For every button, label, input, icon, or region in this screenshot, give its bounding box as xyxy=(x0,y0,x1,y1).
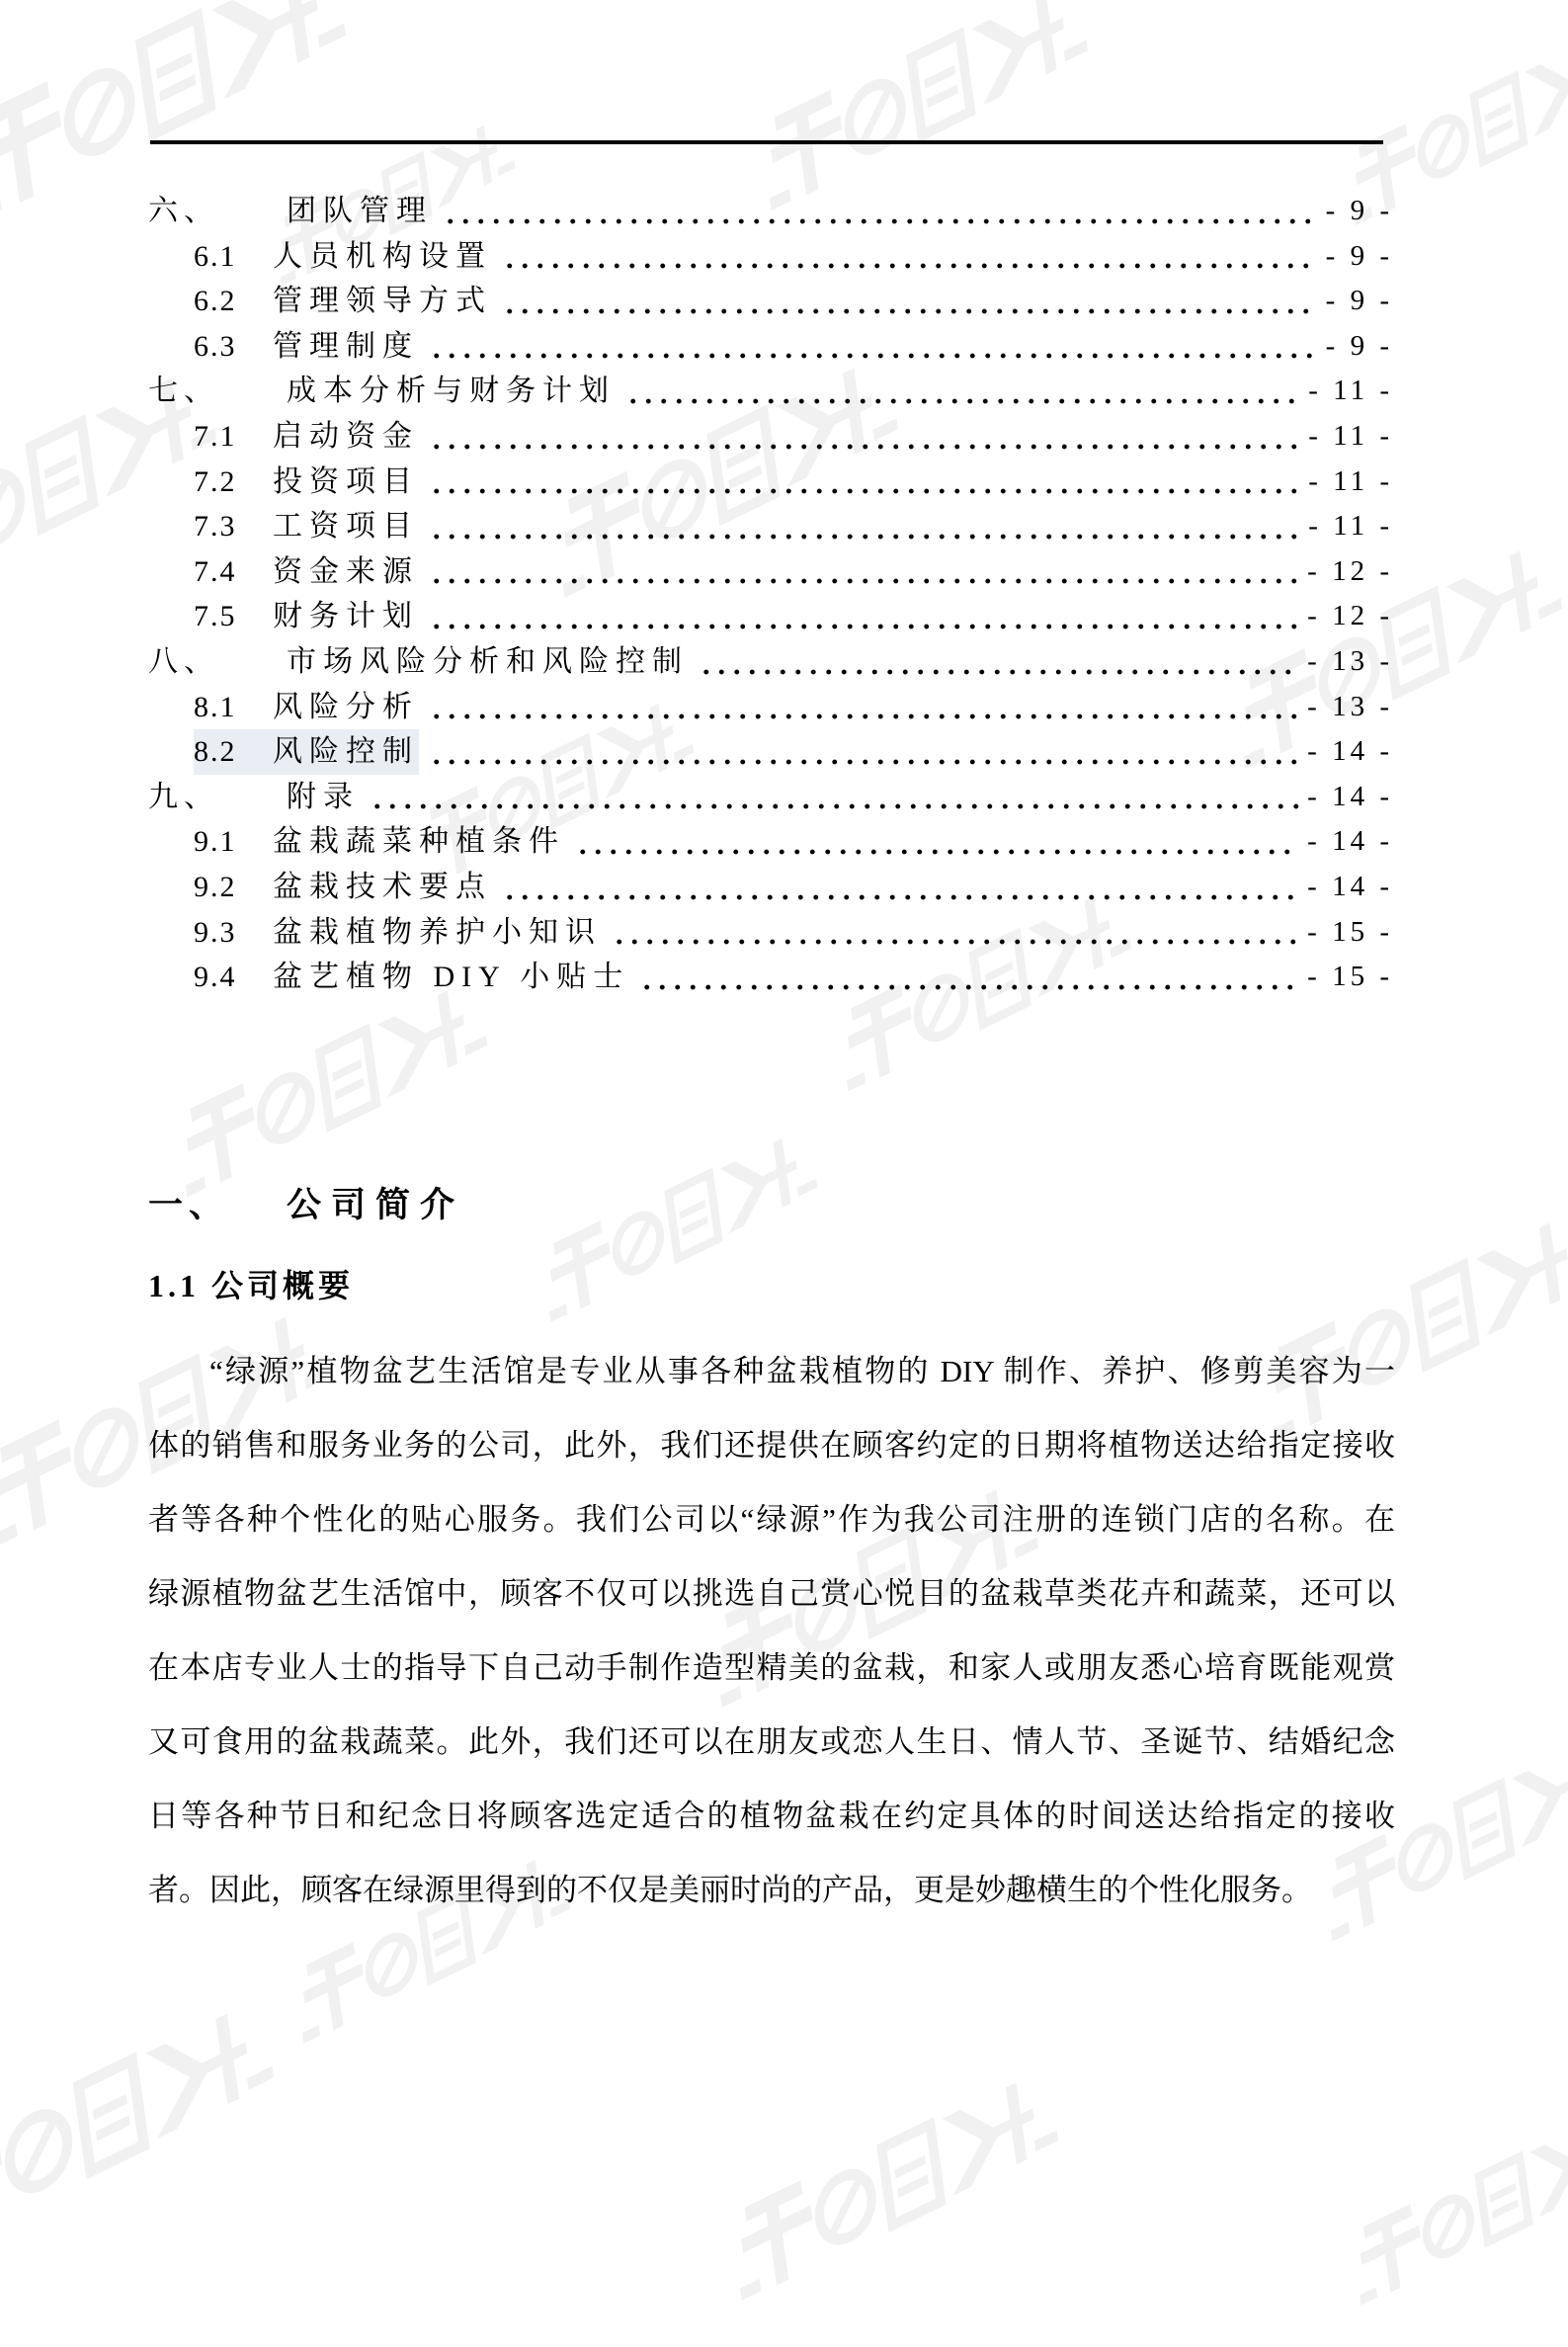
toc-page-number: - 11 - xyxy=(1308,504,1393,549)
toc-entry[interactable] xyxy=(148,369,1393,414)
toc-entry-number: 6.1 xyxy=(194,234,273,280)
toc-entry-number: 8.2 xyxy=(194,729,273,775)
body-line: 日等各种节日和纪念日将顾客选定适合的植物盆栽在约定具体的时间送达给指定的接收 xyxy=(148,1779,1395,1853)
dot-leader xyxy=(639,955,1299,1000)
toc-page-number: - 9 - xyxy=(1326,234,1393,280)
toc-entry-title: 资金来源 xyxy=(273,549,419,595)
toc-page-number: - 9 - xyxy=(1326,189,1393,234)
section-heading xyxy=(148,1184,464,1227)
section-heading-title: 公司简介 xyxy=(287,1184,464,1227)
toc-entry-label xyxy=(194,910,602,956)
toc-page-number: - 9 - xyxy=(1326,324,1393,370)
dot-leader xyxy=(429,549,1299,595)
toc-entry[interactable] xyxy=(148,279,1393,324)
toc-entry-label xyxy=(194,549,419,595)
toc-page-number: - 11 - xyxy=(1308,414,1393,460)
toc-page-number: - 11 - xyxy=(1308,369,1393,414)
toc-page-number: - 14 - xyxy=(1307,775,1393,820)
toc-entry-title: 团队管理 xyxy=(287,189,433,234)
watermark-logo xyxy=(1316,2056,1568,2340)
section-heading-number: 一、 xyxy=(148,1184,287,1227)
toc-entry-label xyxy=(194,865,492,910)
header-rule xyxy=(150,140,1383,144)
toc-page-number: - 11 - xyxy=(1308,460,1393,505)
dot-leader xyxy=(370,775,1299,820)
toc-entry-title: 盆栽蔬菜种植条件 xyxy=(273,819,565,865)
watermark-logo xyxy=(689,2005,1129,2342)
body-line: 在本店专业人士的指导下自己动手制作造型精美的盆栽，和家人或朋友悉心培育既能观赏 xyxy=(148,1631,1395,1705)
toc-entry-number: 9.4 xyxy=(194,955,273,1000)
toc-entry[interactable] xyxy=(148,819,1393,865)
toc-entry-title: 投资项目 xyxy=(273,460,419,505)
toc-page-number: - 15 - xyxy=(1307,910,1393,956)
toc-entry-number: 9.2 xyxy=(194,865,273,910)
body-line: 绿源植物盆艺生活馆中，顾客不仅可以挑选自己赏心悦目的盆栽草类花卉和蔬菜，还可以 xyxy=(148,1556,1395,1631)
toc-entry[interactable] xyxy=(148,324,1393,370)
toc-entry-number: 7.5 xyxy=(194,594,273,639)
dot-leader xyxy=(429,414,1300,460)
toc-entry-label xyxy=(194,819,565,865)
toc-entry[interactable] xyxy=(148,189,1393,234)
body-line: 又可食用的盆栽蔬菜。此外，我们还可以在朋友或恋人生日、情人节、圣诞节、结婚纪念 xyxy=(148,1705,1395,1779)
dot-leader xyxy=(429,594,1299,639)
toc-entry-label xyxy=(194,504,419,549)
toc-entry-title: 市场风险分析和风险控制 xyxy=(287,639,689,685)
toc-page-number: - 9 - xyxy=(1326,279,1393,324)
dot-leader xyxy=(612,910,1299,956)
subsection-heading: 1.1 公司概要 xyxy=(148,1265,354,1306)
toc-entry-number: 6.3 xyxy=(194,324,273,370)
toc-entry-label xyxy=(194,955,629,1000)
toc-entry-label xyxy=(148,639,689,685)
toc-entry-title: 财务计划 xyxy=(273,594,419,639)
toc-entry-label xyxy=(194,324,419,370)
toc-entry-number: 6.2 xyxy=(194,279,273,324)
toc-entry[interactable] xyxy=(148,460,1393,505)
toc-entry[interactable] xyxy=(148,729,1393,775)
body-paragraph xyxy=(148,1334,1395,1927)
toc-entry-title: 启动资金 xyxy=(273,414,419,460)
toc-entry-title: 工资项目 xyxy=(273,504,419,549)
toc-entry-title: 附录 xyxy=(287,775,360,820)
dot-leader xyxy=(429,504,1300,549)
dot-leader xyxy=(443,189,1318,234)
toc-entry[interactable] xyxy=(148,549,1393,595)
toc-entry-number: 六、 xyxy=(148,189,287,234)
toc-entry-title: 人员机构设置 xyxy=(273,234,492,280)
toc-entry-title: 盆栽植物养护小知识 xyxy=(273,910,602,956)
toc-page-number: - 15 - xyxy=(1307,955,1393,1000)
toc-entry-number: 7.1 xyxy=(194,414,273,460)
toc-entry-number: 七、 xyxy=(148,369,287,414)
dot-leader xyxy=(575,819,1299,865)
toc-entry[interactable] xyxy=(148,594,1393,639)
toc-page-number: - 14 - xyxy=(1307,865,1393,910)
toc-page-number: - 14 - xyxy=(1307,819,1393,865)
toc-entry-number: 7.3 xyxy=(194,504,273,549)
body-line: 者等各种个性化的贴心服务。我们公司以“绿源”作为我公司注册的连锁门店的名称。在 xyxy=(148,1482,1395,1556)
toc-entry-title: 盆艺植物 DIY 小贴士 xyxy=(273,955,629,1000)
toc-entry-label xyxy=(194,729,419,775)
body-line: “绿源”植物盆艺生活馆是专业从事各种盆栽植物的 DIY 制作、养护、修剪美容为一 xyxy=(148,1334,1395,1408)
dot-leader xyxy=(625,369,1300,414)
toc-entry-number: 7.2 xyxy=(194,460,273,505)
body-line: 者。因此，顾客在绿源里得到的不仅是美丽时尚的产品，更是妙趣横生的个性化服务。 xyxy=(148,1853,1395,1927)
toc-entry[interactable] xyxy=(148,639,1393,685)
body-line: 体的销售和服务业务的公司，此外，我们还提供在顾客约定的日期将植物送达给指定接收 xyxy=(148,1408,1395,1482)
toc-entry[interactable] xyxy=(148,234,1393,280)
toc-entry-label xyxy=(194,594,419,639)
toc-entry-label xyxy=(148,369,616,414)
dot-leader xyxy=(429,729,1299,775)
dot-leader xyxy=(699,639,1299,685)
toc-entry-label xyxy=(148,189,433,234)
toc-entry[interactable] xyxy=(148,775,1393,820)
toc-entry-label xyxy=(148,775,360,820)
watermark-logo xyxy=(0,1928,353,2301)
toc-page-number: - 12 - xyxy=(1307,594,1393,639)
toc-page-number: - 12 - xyxy=(1307,549,1393,595)
toc-entry-title: 盆栽技术要点 xyxy=(273,865,492,910)
toc-entry-number: 9.1 xyxy=(194,819,273,865)
dot-leader xyxy=(429,460,1300,505)
toc-entry[interactable] xyxy=(148,865,1393,910)
toc-entry-title: 管理领导方式 xyxy=(273,279,492,324)
toc-entry[interactable] xyxy=(148,685,1393,730)
toc-entry[interactable] xyxy=(148,955,1393,1000)
toc-entry-label xyxy=(194,279,492,324)
watermark-logo xyxy=(506,1073,877,1357)
toc-entry-label xyxy=(194,460,419,505)
toc-entry-number: 8.1 xyxy=(194,685,273,730)
toc-entry-label xyxy=(194,234,492,280)
toc-entry-label xyxy=(194,414,419,460)
dot-leader xyxy=(502,234,1318,280)
toc-entry-number: 八、 xyxy=(148,639,287,685)
table-of-contents xyxy=(148,189,1393,1000)
dot-leader xyxy=(429,324,1318,370)
toc-entry-number: 9.3 xyxy=(194,910,273,956)
toc-entry-title: 成本分析与财务计划 xyxy=(287,369,616,414)
toc-entry[interactable] xyxy=(148,910,1393,956)
dot-leader xyxy=(502,279,1318,324)
toc-entry-number: 7.4 xyxy=(194,549,273,595)
toc-entry[interactable] xyxy=(148,414,1393,460)
toc-entry-number: 九、 xyxy=(148,775,287,820)
toc-page-number: - 14 - xyxy=(1307,729,1393,775)
dot-leader xyxy=(429,685,1299,730)
toc-entry[interactable] xyxy=(148,504,1393,549)
toc-entry-title: 风险分析 xyxy=(273,685,419,730)
toc-page-number: - 13 - xyxy=(1307,685,1393,730)
toc-entry-title: 风险控制 xyxy=(273,729,419,775)
toc-entry-label xyxy=(194,685,419,730)
dot-leader xyxy=(502,865,1299,910)
toc-page-number: - 13 - xyxy=(1307,639,1393,685)
toc-entry-title: 管理制度 xyxy=(273,324,419,370)
